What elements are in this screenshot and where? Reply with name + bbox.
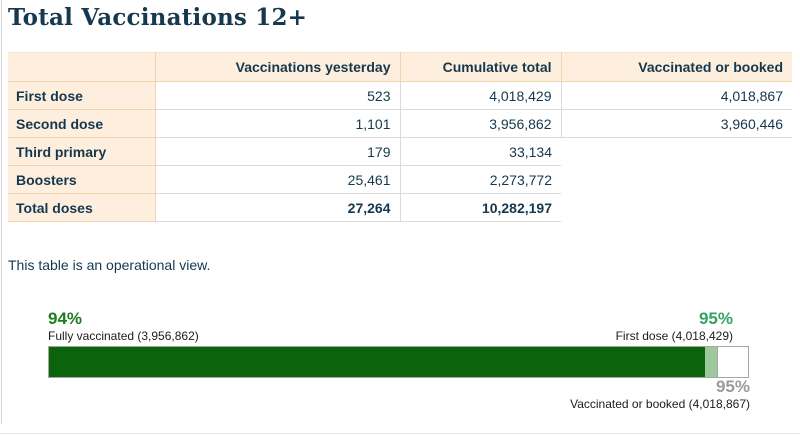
fully-vaccinated-segment: [49, 347, 705, 377]
cell-booked-empty: [561, 194, 792, 222]
header-vaccinated-or-booked: Vaccinated or booked: [561, 53, 792, 82]
header-cumulative-total: Cumulative total: [400, 53, 561, 82]
row-label: Third primary: [8, 138, 155, 166]
first-dose-annotation: [616, 309, 733, 344]
table-row: [8, 138, 792, 166]
row-label: First dose: [8, 82, 155, 110]
vaccinated-or-booked-percent: 95%: [715, 377, 750, 396]
cell-cumulative: 33,134: [400, 138, 561, 166]
first-dose-percent: 95%: [698, 309, 733, 328]
cell-yesterday: 179: [155, 138, 400, 166]
vaccinated-or-booked-annotation: [570, 377, 750, 412]
table-row-total: [8, 194, 792, 222]
cell-booked-empty: [561, 138, 792, 166]
viewport-edge-line: [1, 0, 2, 424]
fully-vaccinated-annotation: [48, 309, 199, 344]
table-header-row: [8, 53, 792, 82]
cell-yesterday: 1,101: [155, 110, 400, 138]
fully-vaccinated-percent: 94%: [48, 309, 83, 328]
row-label: Boosters: [8, 166, 155, 194]
row-label: Total doses: [8, 194, 155, 222]
cell-cumulative: 4,018,429: [400, 82, 561, 110]
cell-cumulative: 2,273,772: [400, 166, 561, 194]
vaccinated-or-booked-label: Vaccinated or booked (4,018,867): [570, 397, 750, 411]
first-dose-label: First dose (4,018,429): [615, 329, 733, 343]
table-row: [8, 166, 792, 194]
fully-vaccinated-label: Fully vaccinated (3,956,862): [48, 329, 199, 343]
page-title: Total Vaccinations 12+: [8, 4, 308, 31]
table-row: [8, 110, 792, 138]
cell-yesterday: 25,461: [155, 166, 400, 194]
cell-yesterday: 27,264: [155, 194, 400, 222]
cell-booked: 3,960,446: [561, 110, 792, 138]
cell-booked: 4,018,867: [561, 82, 792, 110]
vaccination-progress-bar: [48, 346, 749, 378]
header-vaccinations-yesterday: Vaccinations yesterday: [155, 53, 400, 82]
remaining-segment: [718, 347, 748, 377]
section-divider-line: [0, 433, 800, 434]
vaccinations-table: [8, 52, 792, 222]
cell-booked-empty: [561, 166, 792, 194]
first-dose-segment: [705, 347, 717, 377]
cell-cumulative: 3,956,862: [400, 110, 561, 138]
cell-yesterday: 523: [155, 82, 400, 110]
operational-view-note: This table is an operational view.: [8, 257, 211, 273]
cell-cumulative: 10,282,197: [400, 194, 561, 222]
row-label: Second dose: [8, 110, 155, 138]
header-empty-cell: [8, 53, 155, 82]
table-row: [8, 82, 792, 110]
